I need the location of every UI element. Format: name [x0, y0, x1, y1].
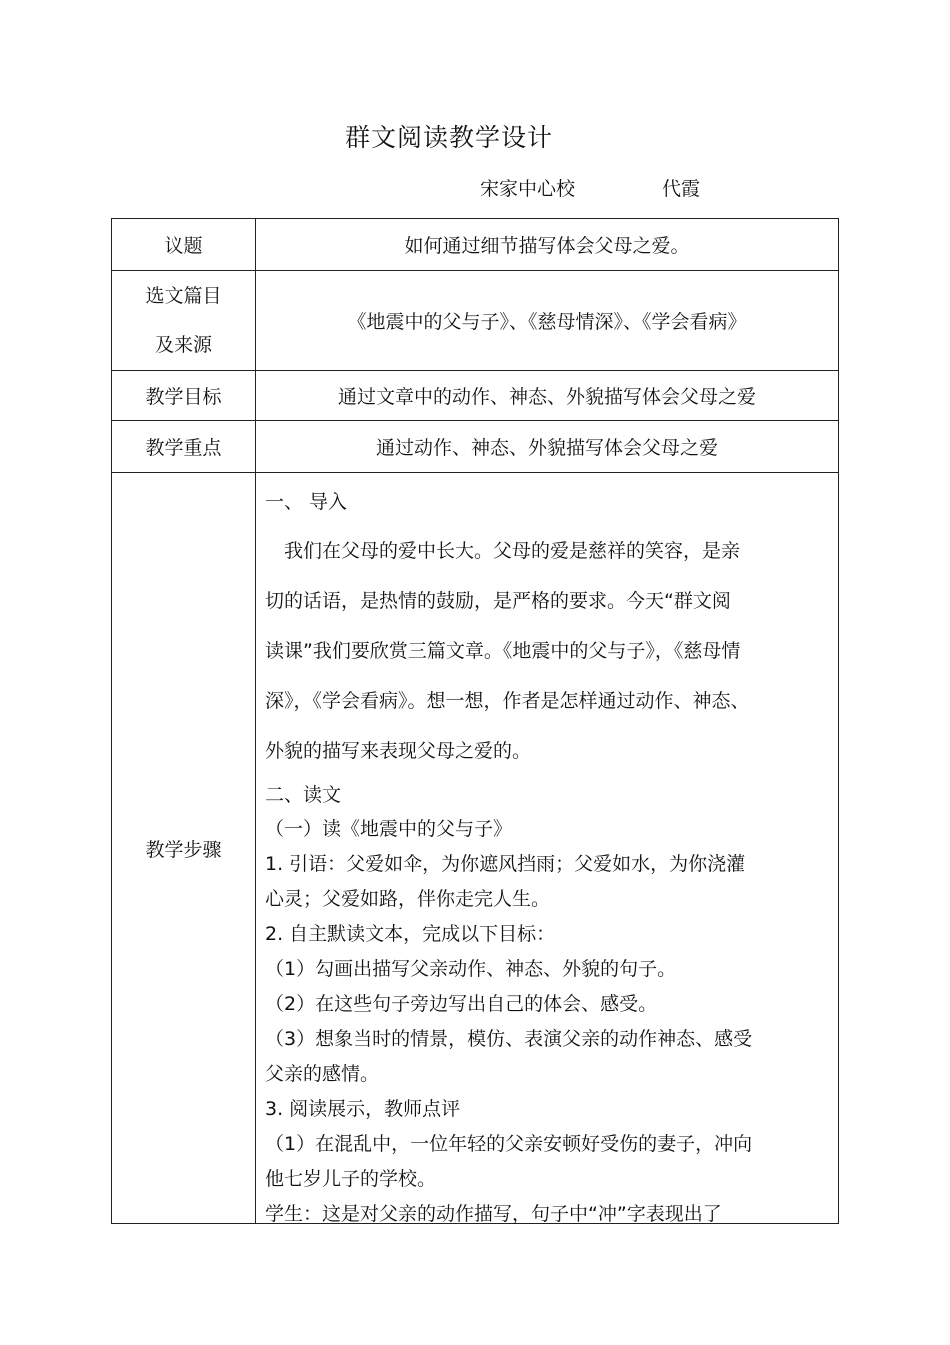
- steps-line: 3. 阅读展示，教师点评: [265, 1098, 461, 1120]
- sources-label: [112, 271, 256, 370]
- steps-line: 切的话语，是热情的鼓励，是严格的要求。今天“群文阅: [265, 590, 731, 612]
- steps-line: 心灵；父爱如路，伴你走完人生。: [265, 888, 551, 910]
- steps-line: 1. 引语：父爱如伞，为你遮风挡雨；父爱如水，为你浇灌: [265, 853, 746, 875]
- focus-value: 通过动作、神态、外貌描写体会父母之爱: [375, 437, 718, 459]
- topic-label: 议题: [112, 219, 256, 270]
- steps-line: 2. 自主默读文本，完成以下目标：: [265, 923, 556, 945]
- sources-label-line2: 及来源: [154, 333, 212, 356]
- steps-line: 他七岁儿子的学校。: [265, 1168, 437, 1190]
- steps-line: （1）勾画出描写父亲动作、神态、外貌的句子。: [265, 958, 677, 980]
- table-row-sources: [112, 271, 838, 371]
- steps-label: 教学步骤: [112, 473, 256, 1223]
- steps-line: 外貌的描写来表现父母之爱的。: [265, 740, 532, 762]
- steps-line: 父亲的感情。: [265, 1063, 380, 1085]
- goal-value: 通过文章中的动作、神态、外貌描写体会父母之爱: [337, 386, 756, 408]
- table-row-goal: [112, 371, 838, 421]
- steps-line: （2）在这些句子旁边写出自己的体会、感受。: [265, 993, 658, 1015]
- author-name: 代霞: [662, 178, 701, 200]
- focus-label: 教学重点: [112, 421, 256, 472]
- steps-content: [265, 473, 838, 1223]
- steps-line: 读课”我们要欣赏三篇文章。《地震中的父与子》，《慈母情: [265, 640, 741, 662]
- steps-line: （一）读《地震中的父与子》: [265, 818, 513, 840]
- sources-label-line1: 选文篇目: [145, 284, 222, 307]
- steps-line: 学生：这是对父亲的动作描写，句子中“冲”字表现出了: [265, 1203, 722, 1225]
- author-school: 宋家中心校: [480, 178, 576, 200]
- page-title: 群文阅读教学设计: [345, 123, 554, 152]
- lesson-plan-table: [111, 218, 839, 1224]
- steps-line: 深》，《学会看病》。想一想，作者是怎样通过动作、神态、: [265, 690, 750, 712]
- steps-line: （1）在混乱中，一位年轻的父亲安顿好受伤的妻子，冲向: [265, 1133, 753, 1155]
- steps-line: 我们在父母的爱中长大。父母的爱是慈祥的笑容，是亲: [265, 540, 741, 562]
- topic-value: 如何通过细节描写体会父母之爱。: [404, 235, 690, 257]
- steps-line: 一、 导入: [265, 491, 348, 513]
- table-row-focus: [112, 421, 838, 473]
- goal-label: 教学目标: [112, 371, 256, 420]
- table-row-steps: [112, 473, 838, 1223]
- sources-value: 《地震中的父与子》、《慈母情深》、《学会看病》: [347, 311, 747, 333]
- steps-line: （3）想象当时的情景，模仿、表演父亲的动作神态、感受: [265, 1028, 753, 1050]
- table-row-topic: [112, 219, 838, 271]
- steps-line: 二、读文: [265, 784, 342, 806]
